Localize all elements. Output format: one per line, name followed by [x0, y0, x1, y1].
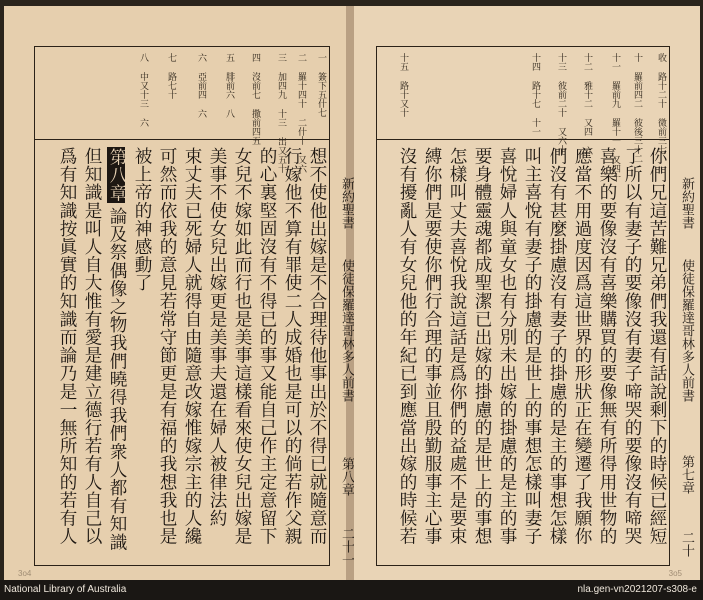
chapter-heading-badge: 第八章	[107, 148, 127, 203]
right-ref: 十四 路十七 十一	[530, 53, 540, 136]
left-ref: 五 腓前六 八	[224, 53, 234, 118]
left-text-column: 的心裏堅固沒有不得已的事又能自己作主定意留下	[257, 147, 277, 546]
right-ref: 十二 雅十二 又四 六	[582, 53, 592, 155]
left-text-column: 可然而依我的意見若常守節更是有福的我想我也是	[157, 147, 177, 546]
right-text-column: 們沒有甚麼掛慮沒有妻子的掛慮的是主的事想怎樣	[547, 147, 567, 546]
right-ref: 十五 路十又十	[398, 53, 408, 117]
right-header-book: 使徒保羅達哥林多人前書	[679, 259, 694, 402]
left-text-column: 女兒不嫁如此而行也是美事這樣看來使女兒出嫁是	[232, 147, 252, 546]
right-text-column: 叫主喜悅有妻子的掛慮的是世上的事想怎樣叫妻子	[522, 147, 542, 546]
left-ref: 三 加四九 十三 出又五十	[276, 53, 286, 173]
image-identifier: nla.gen-vn2021207-s308-e	[577, 584, 697, 595]
right-ref: 十 羅前四二 彼後三十二	[632, 53, 642, 163]
left-text-column: 想不使他出嫁是不合理待他事出於不得已就隨意而	[307, 147, 327, 546]
right-text-column: 要身體靈魂都成聖潔已出嫁的掛慮的是世上的事想	[472, 147, 492, 546]
left-header-title: 新約聖書	[339, 177, 354, 229]
left-text-column: 爲有知識按眞實的知識而論乃是一無所知的若有人	[57, 147, 77, 546]
left-ref: 八 中又十三 六	[138, 53, 148, 127]
right-text-column: 喜悅婦人與童女也有分別未出嫁的掛慮的是主的事	[497, 147, 517, 546]
left-text-column: 被上帝的神感動了	[132, 147, 152, 292]
library-footer-bar	[0, 580, 703, 600]
right-text-column: 了所以有妻子的要像沒有妻子啼哭的要像沒有啼哭	[622, 147, 642, 546]
left-header-book: 使徒保羅達哥林多人前書	[339, 259, 354, 402]
pencil-page-mark: 3o5	[668, 569, 682, 578]
left-ref: 二 羅十四十 二什十 又六	[296, 53, 306, 173]
right-text-column: 你們兄這苦難兄弟們我還有話說剩下的時候已經短	[647, 147, 667, 546]
right-header-chapter: 第七章	[679, 455, 694, 494]
left-ref: 七 路七十	[166, 53, 176, 99]
right-text-column: 縛你們是要使你們行合理的事並且殷勤服事主心事	[422, 147, 442, 546]
left-text-column: 束丈夫已死婦人就得自由隨意改嫁惟嫁宗主的人纔	[182, 147, 202, 546]
right-text-column: 喜樂的要像沒有喜樂購買的要像無有所得用世物的	[597, 147, 617, 546]
right-ref: 十三 彼前二十 又六十	[556, 53, 566, 154]
right-margin-notes-band	[377, 47, 669, 140]
right-text-column: 怎樣叫丈夫喜悅我說這話是爲你們的益處不是要束	[447, 147, 467, 546]
left-ref: 六 亞前四 六	[196, 53, 206, 118]
left-text-column: 但知識是叫人自大惟有愛是建立德行若有人自己以	[82, 147, 102, 546]
right-text-frame	[376, 46, 694, 566]
left-header-chapter: 第八章	[339, 457, 354, 496]
left-page	[4, 6, 354, 580]
left-header-page-number: 二十一	[339, 527, 354, 566]
right-header-title: 新約聖書	[679, 177, 694, 229]
library-credit: National Library of Australia	[4, 584, 127, 595]
left-text-frame	[34, 46, 354, 566]
left-text-column: 美事不使女兒出嫁更是美事夫還在婦人被律法約	[207, 147, 227, 528]
right-header-page-number: 二十	[679, 531, 694, 557]
left-text-column: 論及祭偶像之物我們曉得我們衆人都有知識	[107, 207, 127, 551]
right-ref: 十一 羅前九 羅十一 又四十	[610, 53, 620, 182]
left-ref: 一 簽下五什七	[316, 53, 326, 117]
right-text-column: 應當不用過度因爲這世界的形狀正在變遷了我願你	[572, 147, 592, 546]
left-text-column: 行嫁他不算有罪使二人成婚也是可以的倘若作父親	[282, 147, 302, 546]
right-text-column: 沒有擾亂人有女兒他的年紀已到應當出嫁的時候若	[397, 147, 417, 546]
right-page	[354, 6, 700, 580]
left-ref: 四 沒前七 撒前四五	[250, 53, 260, 145]
pencil-page-mark: 3o4	[18, 569, 32, 578]
right-ref: 收 路十二十 微前三七	[656, 53, 666, 154]
